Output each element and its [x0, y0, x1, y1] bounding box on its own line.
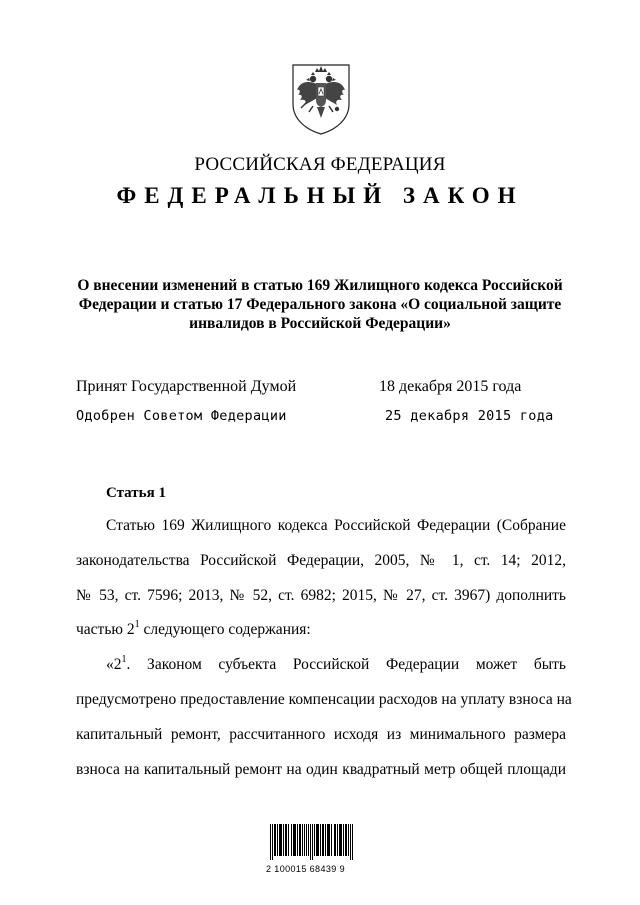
law-title-line: инвалидов в Российской Федерации»: [189, 315, 451, 332]
article-text-line: капитальный ремонт, рассчитанного исходя из минимального размера: [76, 726, 566, 743]
article-text-line: Статью 169 Жилищного кодекса Российской Федерации (Собрание: [106, 517, 566, 534]
adoption-council-row: [76, 408, 576, 430]
document-type: ФЕДЕРАЛЬНЫЙ ЗАКОН: [116, 183, 524, 208]
adoption-duma-row: [76, 378, 576, 400]
council-date: 25 декабря 2015 года: [385, 408, 554, 424]
duma-date: 18 декабря 2015 года: [379, 378, 522, 395]
russian-coat-of-arms-icon: [287, 62, 355, 136]
law-title: [60, 276, 580, 333]
article-text-line: предусмотрено предоставление компенсации расходов на уплату взноса на: [76, 691, 572, 708]
duma-label: Принят Государственной Думой: [76, 378, 297, 395]
article-text-fragment: «2: [106, 656, 122, 673]
article-text-line: № 53, ст. 7596; 2013, № 52, ст. 6982; 2015, № 27, ст. 3967) дополнить: [76, 587, 566, 604]
article-text-line: законодательства Российской Федерации, 2005, № 1, ст. 14; 2012,: [76, 552, 566, 569]
article-text-line: взноса на капитальный ремонт на один квадратный метр общей площади: [76, 761, 566, 778]
law-title-line: О внесении изменений в статью 169 Жилищного кодекса Российской: [77, 277, 563, 294]
article-text-fragment: следующего содержания:: [139, 621, 311, 638]
law-title-line: Федерации и статью 17 Федерального закона «О социальной защите: [78, 296, 562, 313]
barcode-number: 2 100015 68439 9: [266, 864, 345, 874]
article-text-fragment: частью 2: [76, 621, 135, 638]
article-text-line: [106, 656, 566, 674]
barcode-icon: [270, 824, 354, 860]
country-name: РОССИЙСКАЯ ФЕДЕРАЦИЯ: [194, 154, 446, 175]
superscript: 1: [134, 619, 140, 630]
superscript: 1: [121, 654, 127, 665]
council-label: Одобрен Советом Федерации: [76, 408, 287, 424]
article-text-fragment: . Законом субъекта Российской Федерации может быть: [126, 656, 566, 673]
article-text-line: [76, 621, 566, 639]
article-heading: Статья 1: [106, 485, 166, 501]
